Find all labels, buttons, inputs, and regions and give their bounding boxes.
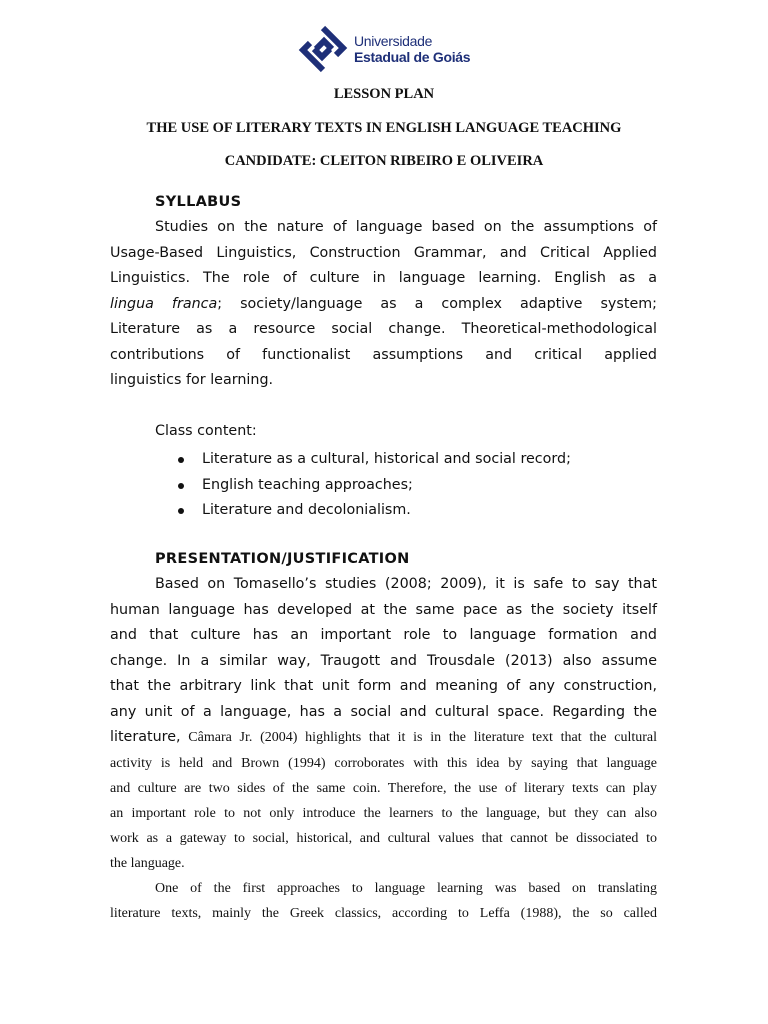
class-content-list xyxy=(175,447,571,524)
presentation-line-2: human language has developed at the same pace as the society itself xyxy=(110,602,657,618)
syllabus-line-1: Studies on the nature of language based on the assumptions of xyxy=(155,219,657,235)
presentation-line-3: and that culture has an important role to language formation and xyxy=(110,627,657,643)
syllabus-heading: SYLLABUS xyxy=(155,194,242,210)
syllabus-line-3: Linguistics. The role of culture in language learning. English as a xyxy=(110,270,657,286)
presentation-line-12: the language. xyxy=(110,856,185,871)
presentation-line-11: work as a gateway to social, historical, and cultural values that cannot be dissociated to xyxy=(110,831,657,846)
presentation-line-1: Based on Tomasello’s studies (2008; 2009), it is safe to say that xyxy=(155,576,657,592)
logo-line-2: Estadual de Goiás xyxy=(354,49,471,65)
next-para-line-2: literature texts, mainly the Greek classics, according to Leffa (1988), the so called xyxy=(110,906,657,921)
presentation-line-9: and culture are two sides of the same coin. Therefore, the use of literary texts can play xyxy=(110,781,657,796)
bullet-icon xyxy=(178,483,184,489)
presentation-line-7 xyxy=(110,729,657,746)
presentation-heading: PRESENTATION/JUSTIFICATION xyxy=(155,551,410,567)
presentation-line-4: change. In a similar way, Traugott and Trousdale (2013) also assume xyxy=(110,653,657,669)
presentation-line-7-serif: Câmara Jr. (2004) highlights that it is in the literature text that the cultural xyxy=(188,730,657,745)
lingua-franca-term: lingua franca xyxy=(110,296,218,312)
university-logo-mark-icon xyxy=(296,24,350,74)
presentation-line-10: an important role to not only introduce the learners to the language, but they can also xyxy=(110,806,657,821)
presentation-line-5: that the arbitrary link that unit form and meaning of any construction, xyxy=(110,678,657,694)
presentation-line-6: any unit of a language, has a social and cultural space. Regarding the xyxy=(110,704,657,720)
list-item: English teaching approaches; xyxy=(175,473,571,499)
class-content-label: Class content: xyxy=(155,423,257,439)
doc-type-heading: LESSON PLAN xyxy=(333,86,435,102)
bullet-icon xyxy=(178,457,184,463)
syllabus-line-4-rest: ; society/language as a complex adaptive system; xyxy=(217,296,657,312)
list-item: Literature and decolonialism. xyxy=(175,498,571,524)
syllabus-line-7: linguistics for learning. xyxy=(110,372,274,388)
doc-title: THE USE OF LITERARY TEXTS IN ENGLISH LANGUAGE TEACHING xyxy=(146,120,622,136)
list-item: Literature as a cultural, historical and social record; xyxy=(175,447,571,473)
logo-line-1: Universidade xyxy=(354,33,433,49)
university-logo xyxy=(296,24,471,74)
presentation-line-8: activity is held and Brown (1994) corroborates with this idea by saying that language xyxy=(110,756,657,771)
next-para-line-1: One of the first approaches to language learning was based on translating xyxy=(155,881,657,896)
syllabus-line-4 xyxy=(110,296,657,312)
bullet-icon xyxy=(178,508,184,514)
syllabus-line-6: contributions of functionalist assumptions and critical applied xyxy=(110,347,657,363)
candidate-line: CANDIDATE: CLEITON RIBEIRO E OLIVEIRA xyxy=(224,153,544,169)
syllabus-line-5: Literature as a resource social change. Theoretical-methodological xyxy=(110,321,657,337)
syllabus-line-2: Usage-Based Linguistics, Construction Grammar, and Critical Applied xyxy=(110,245,657,261)
presentation-line-7-sans: literature, xyxy=(110,729,181,745)
